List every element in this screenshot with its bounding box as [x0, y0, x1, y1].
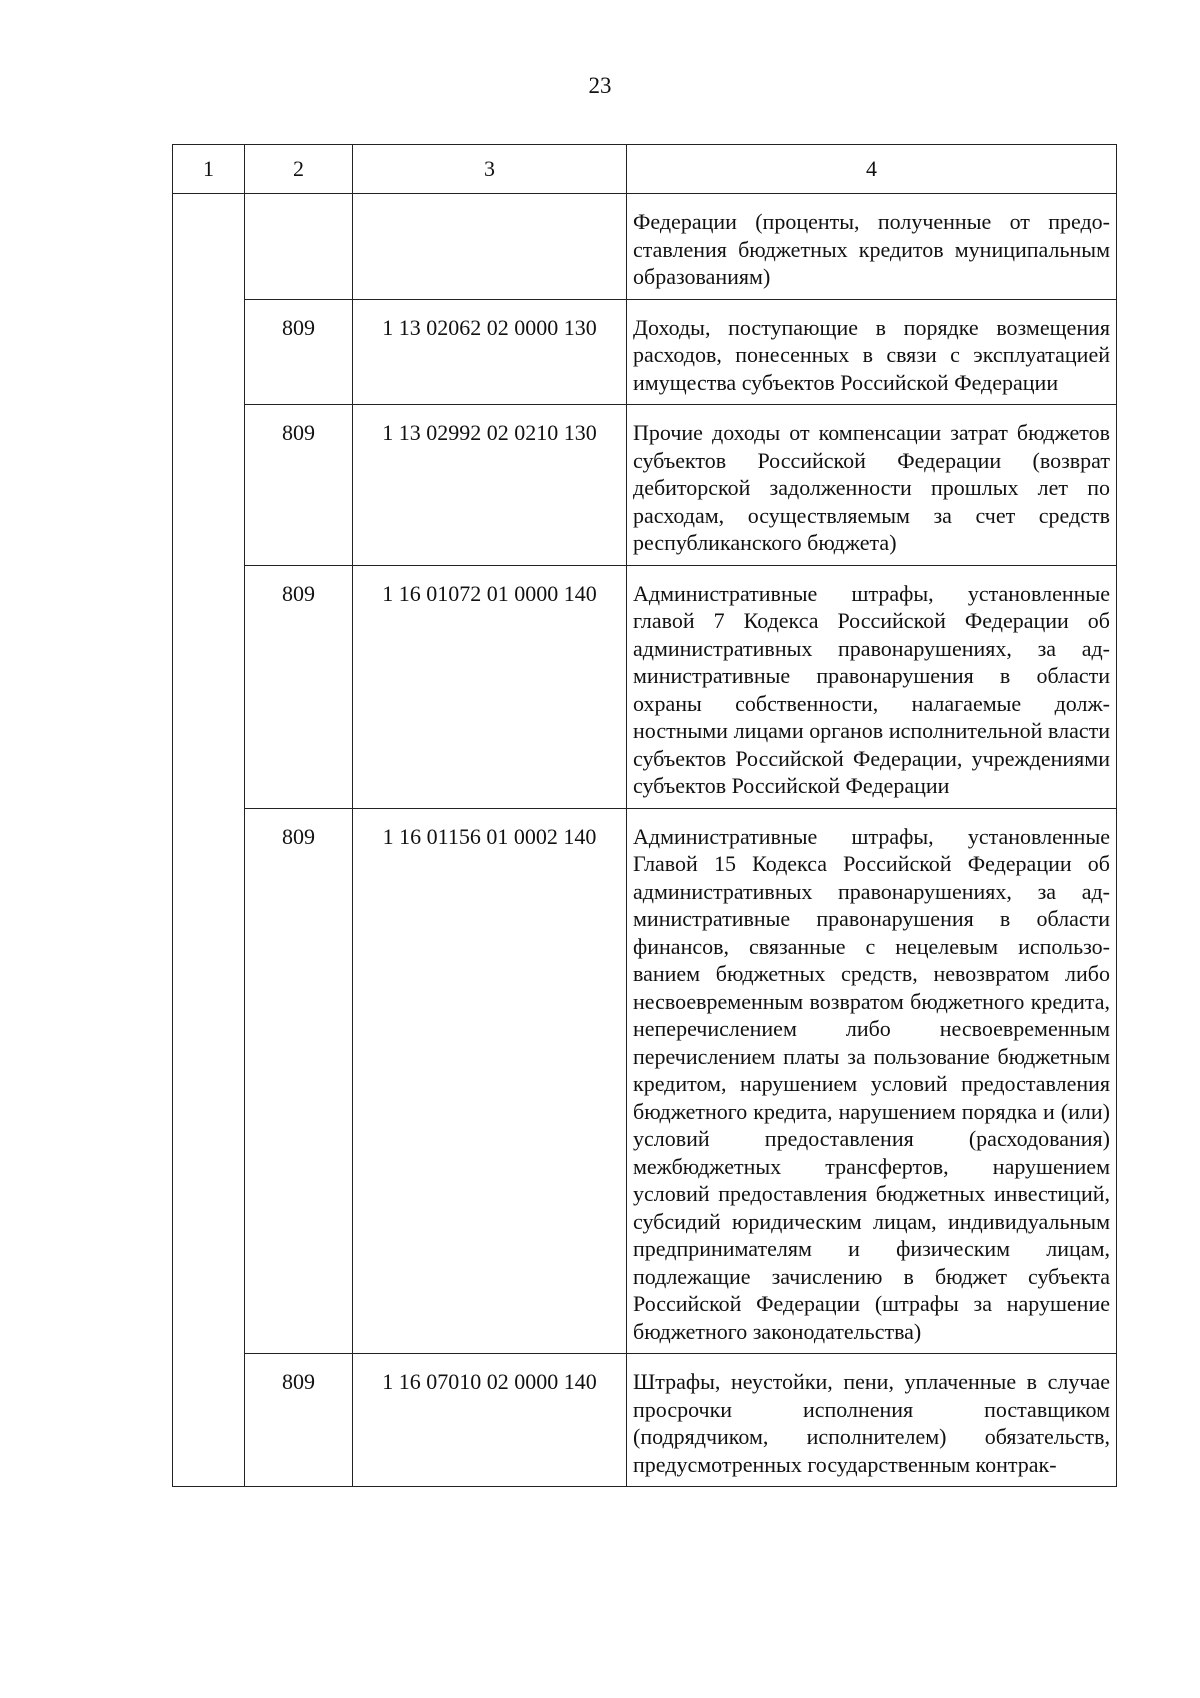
header-col-4: 4 [627, 145, 1117, 194]
revenue-codes-table [172, 144, 1117, 1487]
budget-code-cell: 1 13 02062 02 0000 130 [353, 299, 627, 405]
description-cell: Административные штрафы, установленные главой 7 Кодекса Российской Федерации об административных правонарушениях, за административные правонарушения в области охраны собственности, налагаемые должностными лицами органов исполнительной власти субъектов Российской Федерации, учреждениями субъектов Российской Федерации [627, 565, 1117, 808]
description-cell: Штрафы, неустойки, пени, уплаченные в случае просрочки исполнения поставщиком (подрядчиком, исполнителем) обязательств, предусмотренных государственным контрак- [627, 1354, 1117, 1487]
table-row [173, 808, 1117, 1354]
admin-code-cell: 809 [245, 299, 353, 405]
table-row [173, 299, 1117, 405]
header-col-1: 1 [173, 145, 245, 194]
admin-code-cell [245, 194, 353, 300]
description-cell: Доходы, поступающие в порядке возмещения расходов, понесенных в связи с эксплуатацией имущества субъектов Российской Федерации [627, 299, 1117, 405]
budget-code-cell: 1 16 01156 01 0002 140 [353, 808, 627, 1354]
admin-code-cell: 809 [245, 405, 353, 566]
table-row [173, 1354, 1117, 1487]
admin-code-cell: 809 [245, 565, 353, 808]
description-cell: Прочие доходы от компенсации затрат бюджетов субъектов Российской Федерации (возврат дебиторской задолженности прошлых лет по расходам, осуществляемым за счет средств республиканского бюджета) [627, 405, 1117, 566]
table-row [173, 565, 1117, 808]
header-col-2: 2 [245, 145, 353, 194]
table-row [173, 405, 1117, 566]
row-number-cell [173, 194, 245, 1487]
budget-code-cell: 1 16 07010 02 0000 140 [353, 1354, 627, 1487]
budget-code-cell [353, 194, 627, 300]
table-row [173, 194, 1117, 300]
header-col-3: 3 [353, 145, 627, 194]
description-cell: Административные штрафы, установленные Главой 15 Кодекса Российской Федерации об административных правонарушениях, за административные правонарушения в области финансов, связанные с нецелевым использованием бюджетных средств, невозвратом либо несвоевременным возвратом бюджетного кредита, неперечислением либо несвоевременным перечислением платы за пользование бюджетным кредитом, нарушением условий предоставления бюджетного кредита, нарушением порядка и (или) условий предоставления (расходования) межбюджетных трансфертов, нарушением условий предоставления бюджетных инвестиций, субсидий юридическим лицам, индивидуальным предпринимателям и физическим лицам, подлежащие зачислению в бюджет субъекта Российской Федерации (штрафы за нарушение бюджетного законодательства) [627, 808, 1117, 1354]
budget-code-cell: 1 13 02992 02 0210 130 [353, 405, 627, 566]
admin-code-cell: 809 [245, 808, 353, 1354]
page-number: 23 [588, 73, 612, 98]
admin-code-cell: 809 [245, 1354, 353, 1487]
table-header [173, 145, 1117, 194]
description-cell: Федерации (проценты, полученные от предоставления бюджетных кредитов муниципальным образованиям) [627, 194, 1117, 300]
budget-code-cell: 1 16 01072 01 0000 140 [353, 565, 627, 808]
header-row [173, 145, 1117, 194]
table-body [173, 194, 1117, 1487]
